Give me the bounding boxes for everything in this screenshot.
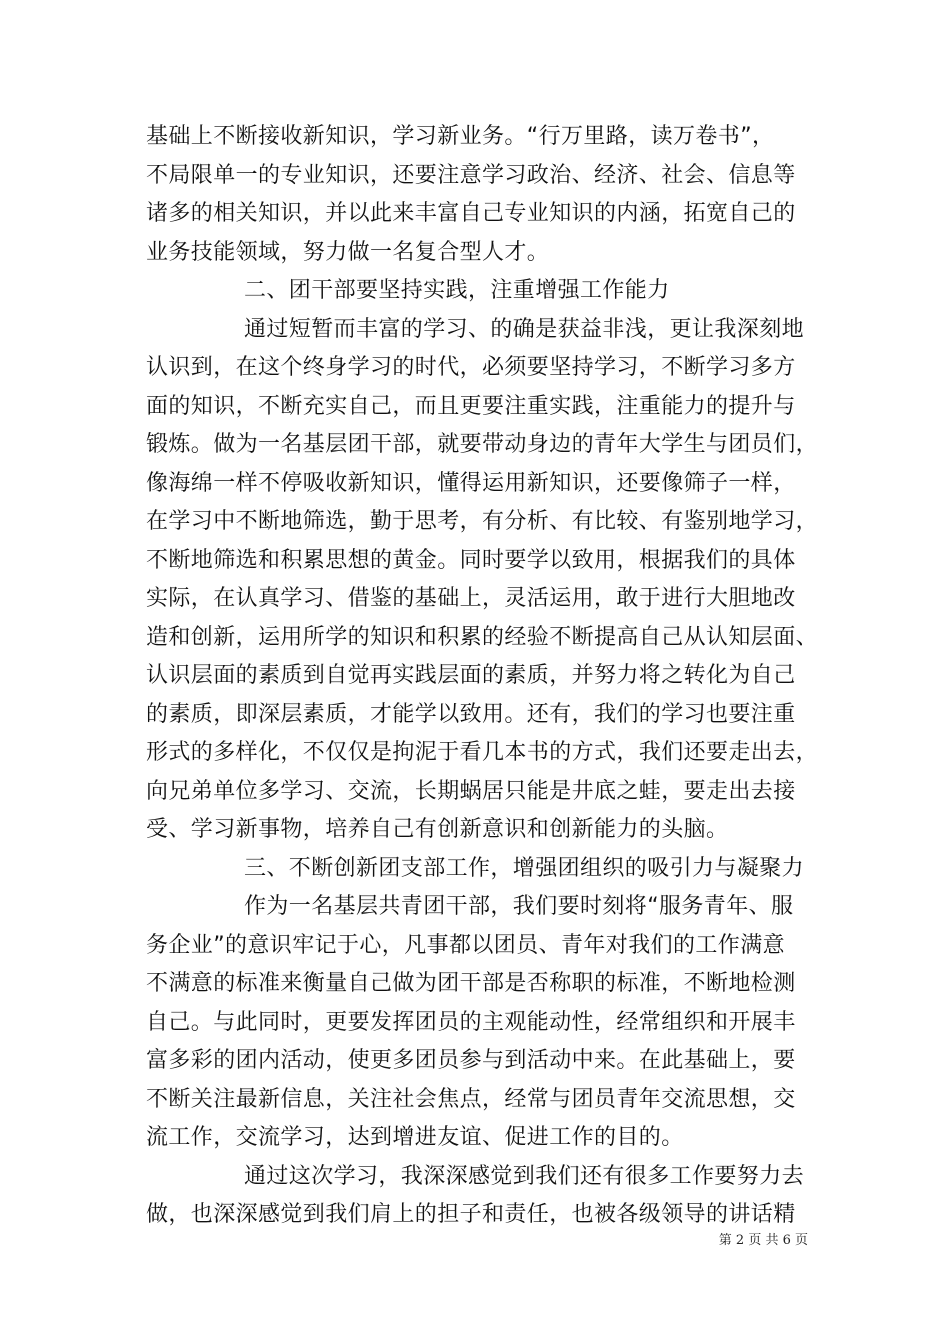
text-line: 在学习中不断地筛选，勤于思考，有分析、有比较、有鉴别地学习， — [146, 509, 819, 534]
text-line: 基础上不断接收新知识，学习新业务。“行万里路，读万卷书”， — [146, 124, 775, 149]
document-body — [146, 118, 836, 1235]
text-line: 富多彩的团内活动，使更多团员参与到活动中来。在此基础上，要 — [146, 1048, 796, 1073]
text-line: 自己。与此同时，更要发挥团员的主观能动性，经常组织和开展丰 — [146, 1009, 796, 1035]
text-line: 实际，在认真学习、借鉴的基础上，灵活运用，敢于进行大胆地改 — [146, 586, 796, 611]
text-line: 面的知识，不断充实自己，而且更要注重实践，注重能力的提升与 — [146, 393, 796, 419]
text-line: 不断地筛选和积累思想的黄金。同时要学以致用，根据我们的具体 — [146, 547, 796, 573]
text-line: 不满意的标准来衡量自己做为团干部是否称职的标准，不断地检测 — [146, 971, 796, 996]
text-line: 做，也深深感觉到我们肩上的担子和责任，也被各级领导的讲话精 — [146, 1202, 796, 1227]
text-line: 二、团干部要坚持实践，注重增强工作能力 — [244, 278, 670, 303]
text-line: 作为一名基层共青团干部，我们要时刻将“服务青年、服 — [244, 894, 794, 919]
text-line: 锻炼。做为一名基层团干部，就要带动身边的青年大学生与团员们， — [146, 432, 819, 457]
text-line: 认识层面的素质到自觉再实践层面的素质，并努力将之转化为自己 — [146, 663, 796, 688]
text-line: 流工作，交流学习，达到增进友谊、促进工作的目的。 — [146, 1125, 684, 1150]
text-line: 造和创新，运用所学的知识和积累的经验不断提高自己从认知层面、 — [146, 624, 819, 650]
text-line: 诸多的相关知识，并以此来丰富自己专业知识的内涵，拓宽自己的 — [146, 201, 796, 226]
text-line: 像海绵一样不停吸收新知识，懂得运用新知识，还要像筛子一样， — [146, 470, 796, 496]
text-line: 的素质，即深层素质，才能学以致用。还有，我们的学习也要注重 — [146, 701, 796, 727]
text-line: 不局限单一的专业知识，还要注意学习政治、经济、社会、信息等 — [146, 162, 796, 188]
text-line: 务企业”的意识牢记于心，凡事都以团员、青年对我们的工作满意 — [146, 932, 785, 958]
text-line: 向兄弟单位多学习、交流，长期蜗居只能是井底之蛙，要走出去接 — [146, 778, 796, 804]
text-line: 业务技能领域，努力做一名复合型人才。 — [146, 239, 550, 265]
text-line: 通过这次学习，我深深感觉到我们还有很多工作要努力去 — [244, 1163, 805, 1189]
text-line: 认识到，在这个终身学习的时代，必须要坚持学习，不断学习多方 — [146, 355, 796, 380]
text-line: 通过短暂而丰富的学习、的确是获益非浅，更让我深刻地 — [244, 316, 805, 342]
page-number: 第 2 页 共 6 页 — [718, 1233, 808, 1248]
text-line: 三、不断创新团支部工作，增强团组织的吸引力与凝聚力 — [244, 855, 805, 881]
text-line: 形式的多样化，不仅仅是拘泥于看几本书的方式，我们还要走出去， — [146, 740, 819, 765]
text-line: 受、学习新事物，培养自己有创新意识和创新能力的头脑。 — [146, 817, 729, 842]
text-line: 不断关注最新信息，关注社会焦点，经常与团员青年交流思想，交 — [146, 1086, 796, 1112]
